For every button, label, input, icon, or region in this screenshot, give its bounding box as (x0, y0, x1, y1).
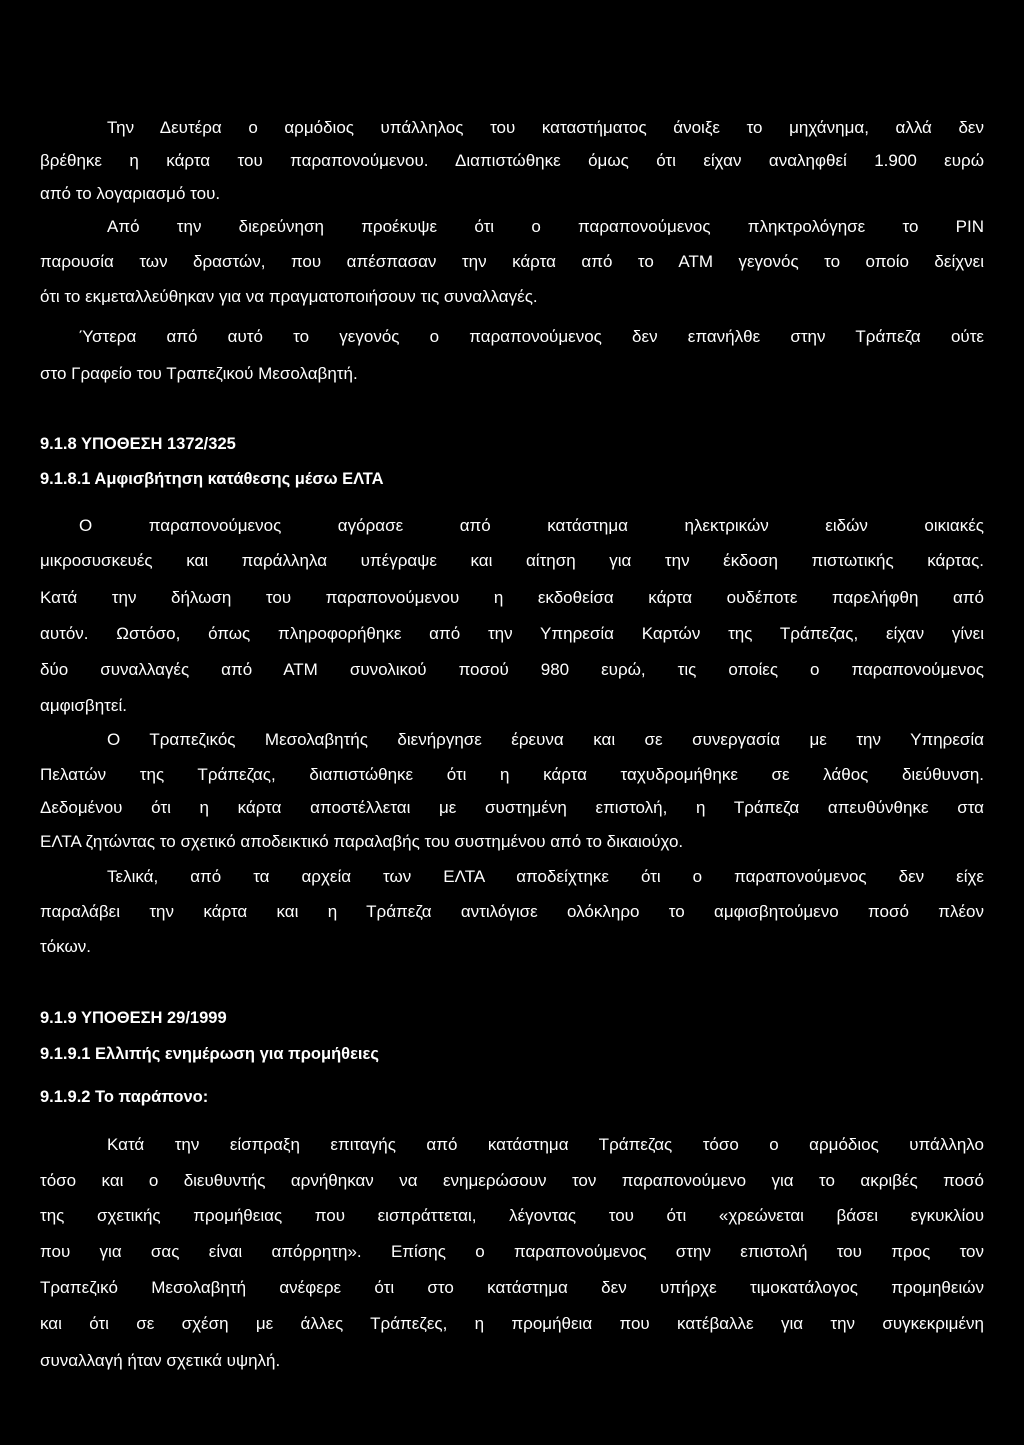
text-line: Κατά την είσπραξη επιταγής από κατάστημα Τράπεζας τόσο ο αρμόδιος υπάλληλο (107, 1135, 984, 1154)
text-line: Ο παραπονούμενος αγόρασε από κατάστημα ηλεκτρικών ειδών οικιακές (79, 516, 984, 535)
text-line: αυτόν. Ωστόσο, όπως πληροφορήθηκε από την Υπηρεσία Καρτών της Τράπεζας, είχαν γίνει (40, 624, 984, 643)
text-line: Κατά την δήλωση του παραπονούμενου η εκδοθείσα κάρτα ουδέποτε παρελήφθη από (40, 588, 984, 607)
text-line: Τελικά, από τα αρχεία των ΕΛΤΑ αποδείχτηκε ότι ο παραπονούμενος δεν είχε (107, 867, 984, 886)
text-line: Την Δευτέρα ο αρμόδιος υπάλληλος του καταστήματος άνοιξε το μηχάνημα, αλλά δεν (107, 118, 984, 137)
text-line: ΕΛΤΑ ζητώντας το σχετικό αποδεικτικό παραλαβής του συστημένου από το δικαιούχο. (40, 832, 684, 851)
text-line: ότι το εκμεταλλεύθηκαν για να πραγματοποιήσουν τις συναλλαγές. (40, 287, 538, 306)
subsection-heading: 9.1.8.1 Αμφισβήτηση κατάθεσης μέσω ΕΛΤΑ (40, 470, 384, 488)
text-line: στο Γραφείο του Τραπεζικού Μεσολαβητή. (40, 364, 358, 383)
text-line: αμφισβητεί. (40, 696, 127, 715)
text-line: συναλλαγή ήταν σχετικά υψηλή. (40, 1351, 281, 1370)
text-line: Ύστερα από αυτό το γεγονός ο παραπονούμενος δεν επανήλθε στην Τράπεζα ούτε (79, 327, 984, 346)
section-heading: 9.1.9 ΥΠΟΘΕΣΗ 29/1999 (40, 1009, 227, 1027)
text-line: και ότι σε σχέση με άλλες Τράπεζες, η προμήθεια που κατέβαλλε για την συγκεκριμένη (40, 1314, 984, 1333)
text-line: Τραπεζικό Μεσολαβητή ανέφερε ότι στο κατάστημα δεν υπήρχε τιμοκατάλογος προμηθειών (40, 1278, 984, 1297)
subsection-heading: 9.1.9.2 Το παράπονο: (40, 1088, 209, 1106)
text-line: παρουσία των δραστών, που απέσπασαν την κάρτα από το ΑΤΜ γεγονός το οποίο δείχνει (40, 252, 984, 271)
text-line: από το λογαριασμό του. (40, 184, 221, 203)
text-line: βρέθηκε η κάρτα του παραπονούμενου. Διαπιστώθηκε όμως ότι είχαν αναληφθεί 1.900 ευρώ (40, 151, 984, 170)
text-line: Πελατών της Τράπεζας, διαπιστώθηκε ότι η κάρτα ταχυδρομήθηκε σε λάθος διεύθυνση. (40, 765, 984, 784)
text-line: παραλάβει την κάρτα και η Τράπεζα αντιλόγισε ολόκληρο το αμφισβητούμενο ποσό πλέον (40, 902, 984, 921)
text-line: Ο Τραπεζικός Μεσολαβητής διενήργησε έρευνα και σε συνεργασία με την Υπηρεσία (107, 730, 984, 749)
text-line: μικροσυσκευές και παράλληλα υπέγραψε και αίτηση για την έκδοση πιστωτικής κάρτας. (40, 551, 984, 570)
text-line: Δεδομένου ότι η κάρτα αποστέλλεται με συστημένη επιστολή, η Τράπεζα απευθύνθηκε στα (40, 798, 984, 817)
text-line: της σχετικής προμήθειας που εισπράττεται, λέγοντας του ότι «χρεώνεται βάσει εγκυκλίου (40, 1206, 984, 1225)
text-line: δύο συναλλαγές από ΑΤΜ συνολικού ποσού 980 ευρώ, τις οποίες ο παραπονούμενος (40, 660, 984, 679)
text-line: που για σας είναι απόρρητη». Επίσης ο παραπονούμενος στην επιστολή του προς τον (40, 1242, 984, 1261)
text-line: τόκων. (40, 937, 91, 956)
text-line: τόσο και ο διευθυντής αρνήθηκαν να ενημερώσουν τον παραπονούμενο για το ακριβές ποσό (40, 1171, 984, 1190)
section-heading: 9.1.8 ΥΠΟΘΕΣΗ 1372/325 (40, 435, 236, 453)
text-line: Από την διερεύνηση προέκυψε ότι ο παραπονούμενος πληκτρολόγησε το PIN (107, 217, 984, 236)
subsection-heading: 9.1.9.1 Ελλιπής ενημέρωση για προμήθειες (40, 1045, 379, 1063)
